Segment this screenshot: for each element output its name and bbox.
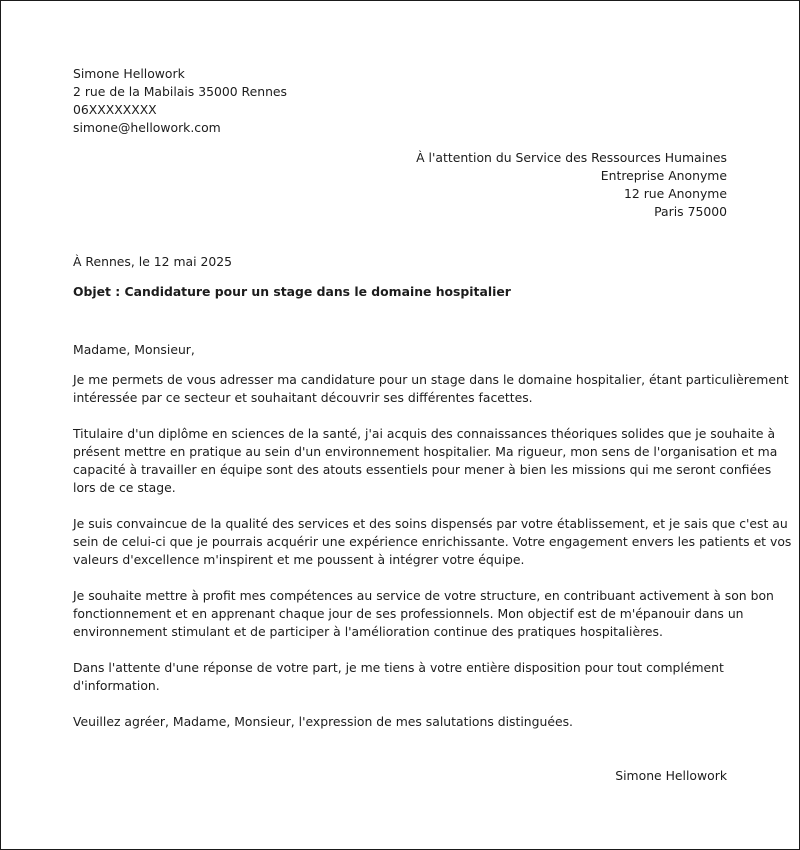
recipient-city: Paris 75000: [654, 204, 727, 219]
sender-name: Simone Hellowork: [73, 66, 185, 81]
paragraph-line: Titulaire d'un diplôme en sciences de la santé, j'ai acquis des connaissances théoriques solides que je souhaite à: [73, 426, 776, 441]
recipient-street: 12 rue Anonyme: [623, 186, 727, 201]
body-paragraph: [73, 587, 774, 641]
paragraph-line: d'information.: [73, 678, 160, 693]
paragraph-line: Dans l'attente d'une réponse de votre part, je me tiens à votre entière disposition pour tout complément: [73, 660, 724, 675]
paragraph-line: Je me permets de vous adresser ma candidature pour un stage dans le domaine hospitalier, étant particulièrement: [73, 372, 789, 387]
sender-phone: 06XXXXXXXX: [73, 102, 157, 117]
body-paragraph: [73, 659, 733, 695]
body-paragraph: [73, 515, 792, 569]
date-line: À Rennes, le 12 mai 2025: [73, 254, 233, 269]
paragraph-line: valeurs d'excellence m'inspirent et me poussent à intégrer votre équipe.: [73, 552, 525, 567]
body-paragraph: [73, 371, 789, 407]
paragraph-line: Je suis convaincue de la qualité des services et des soins dispensés par votre établissement, et je sais que c'est au: [73, 516, 788, 531]
paragraph-line: capacité à travailler en équipe sont des atouts essentiels pour mener à bien les missions qui me seront confiées: [73, 462, 772, 477]
closing-formula: Veuillez agréer, Madame, Monsieur, l'expression de mes salutations distinguées.: [73, 714, 573, 729]
recipient-block: [416, 149, 727, 221]
salutation: Madame, Monsieur,: [73, 342, 195, 357]
paragraph-line: fonctionnement et en apprenant chaque jour de ses professionnels. Mon objectif est de m'épanouir dans un: [73, 606, 744, 621]
recipient-company: Entreprise Anonyme: [600, 168, 727, 183]
sender-email: simone@hellowork.com: [73, 120, 221, 135]
sender-address: 2 rue de la Mabilais 35000 Rennes: [73, 84, 288, 99]
paragraph-line: intéressée par ce secteur et souhaitant découvrir ses différentes facettes.: [73, 390, 533, 405]
recipient-attention: À l'attention du Service des Ressources Humaines: [416, 150, 727, 165]
paragraph-line: lors de ce stage.: [73, 480, 176, 495]
signature: Simone Hellowork: [615, 768, 727, 783]
paragraph-line: présent mettre en pratique au sein d'un environnement hospitalier. Ma rigueur, mon sens de l'organisation et ma: [73, 444, 778, 459]
paragraph-line: Je souhaite mettre à profit mes compétences au service de votre structure, en contribuant activement à son bon: [73, 588, 774, 603]
paragraph-line: environnement stimulant et de participer à l'amélioration continue des pratiques hospitalières.: [73, 624, 663, 639]
subject-line: Objet : Candidature pour un stage dans le domaine hospitalier: [73, 284, 511, 299]
body-paragraph: [73, 425, 778, 497]
paragraph-line: sein de celui-ci que je pourrais acquérir une expérience enrichissante. Votre engagement envers les patients et vos: [73, 534, 792, 549]
sender-block: [73, 65, 287, 137]
